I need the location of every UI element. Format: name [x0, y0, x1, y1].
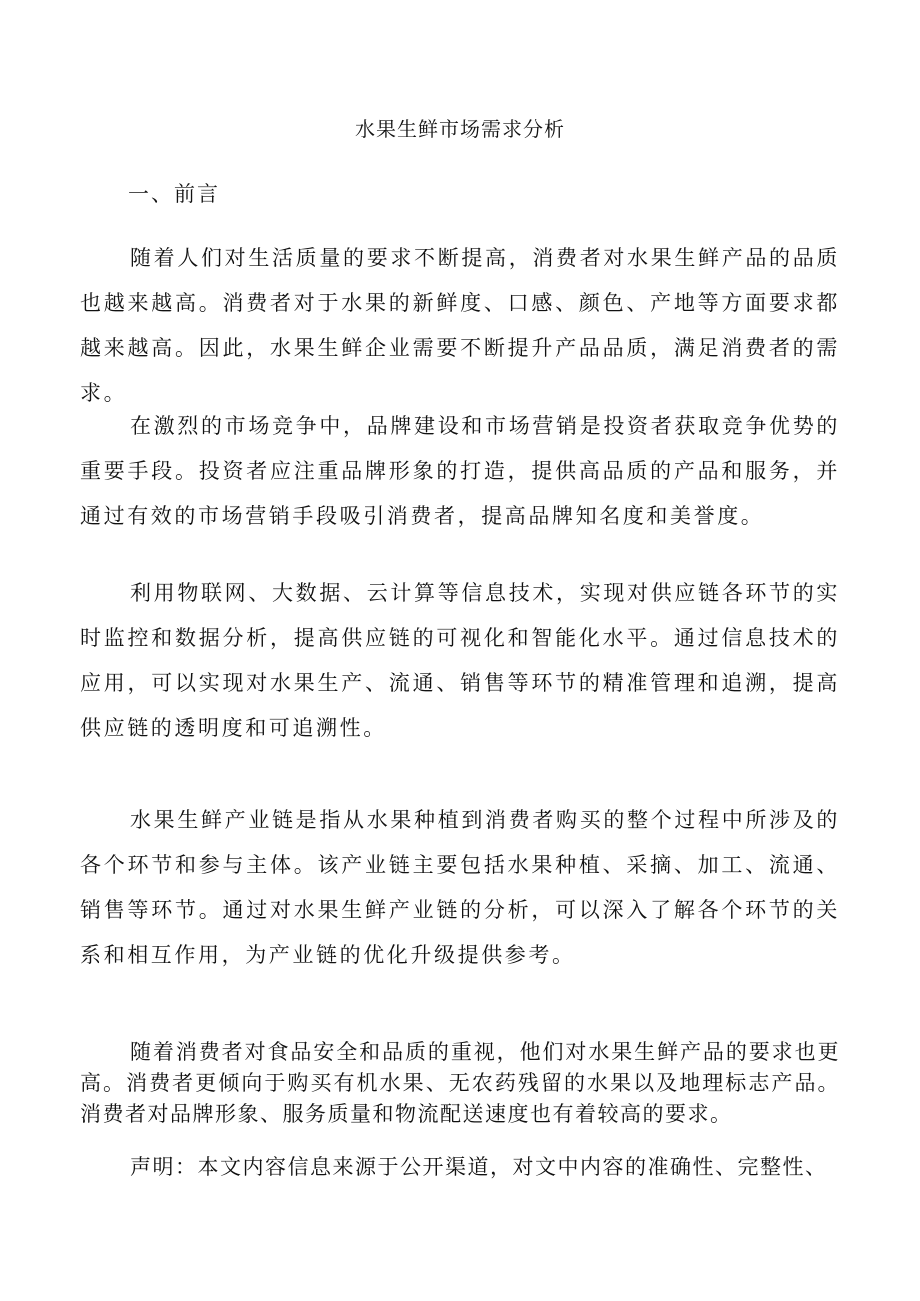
paragraph-2: 在激烈的市场竞争中，品牌建设和市场营销是投资者获取竞争优势的重要手段。投资者应注重品牌形象的打造，提供高品质的产品和服务，并通过有效的市场营销手段吸引消费者，提高品牌知名度和美誉度。: [80, 414, 840, 528]
paragraph-1: 随着人们对生活质量的要求不断提高，消费者对水果生鲜产品的品质也越来越高。消费者对于水果的新鲜度、口感、颜色、产地等方面要求都越来越高。因此，水果生鲜企业需要不断提升产品品质，满足消费者的需求。: [80, 246, 840, 405]
document-title: 水果生鲜市场需求分析: [355, 117, 565, 141]
paragraph-4: 水果生鲜产业链是指从水果种植到消费者购买的整个过程中所涉及的各个环节和参与主体。该产业链主要包括水果种植、采摘、加工、流通、销售等环节。通过对水果生鲜产业链的分析，可以深入了解各个环节的关系和相互作用，为产业链的优化升级提供参考。: [80, 808, 840, 967]
paragraph-6: 声明：本文内容信息来源于公开渠道，对文中内容的准确性、完整性、: [130, 1155, 828, 1179]
paragraph-3: 利用物联网、大数据、云计算等信息技术，实现对供应链各环节的实时监控和数据分析，提高供应链的可视化和智能化水平。通过信息技术的应用，可以实现对水果生产、流通、销售等环节的精准管理和追溯，提高供应链的透明度和可追溯性。: [80, 581, 840, 740]
paragraph-5: 随着消费者对食品安全和品质的重视，他们对水果生鲜产品的要求也更高。消费者更倾向于购买有机水果、无农药残留的水果以及地理标志产品。消费者对品牌形象、服务质量和物流配送速度也有着较高的要求。: [80, 1040, 840, 1126]
section-heading: 一、前言: [128, 182, 220, 206]
